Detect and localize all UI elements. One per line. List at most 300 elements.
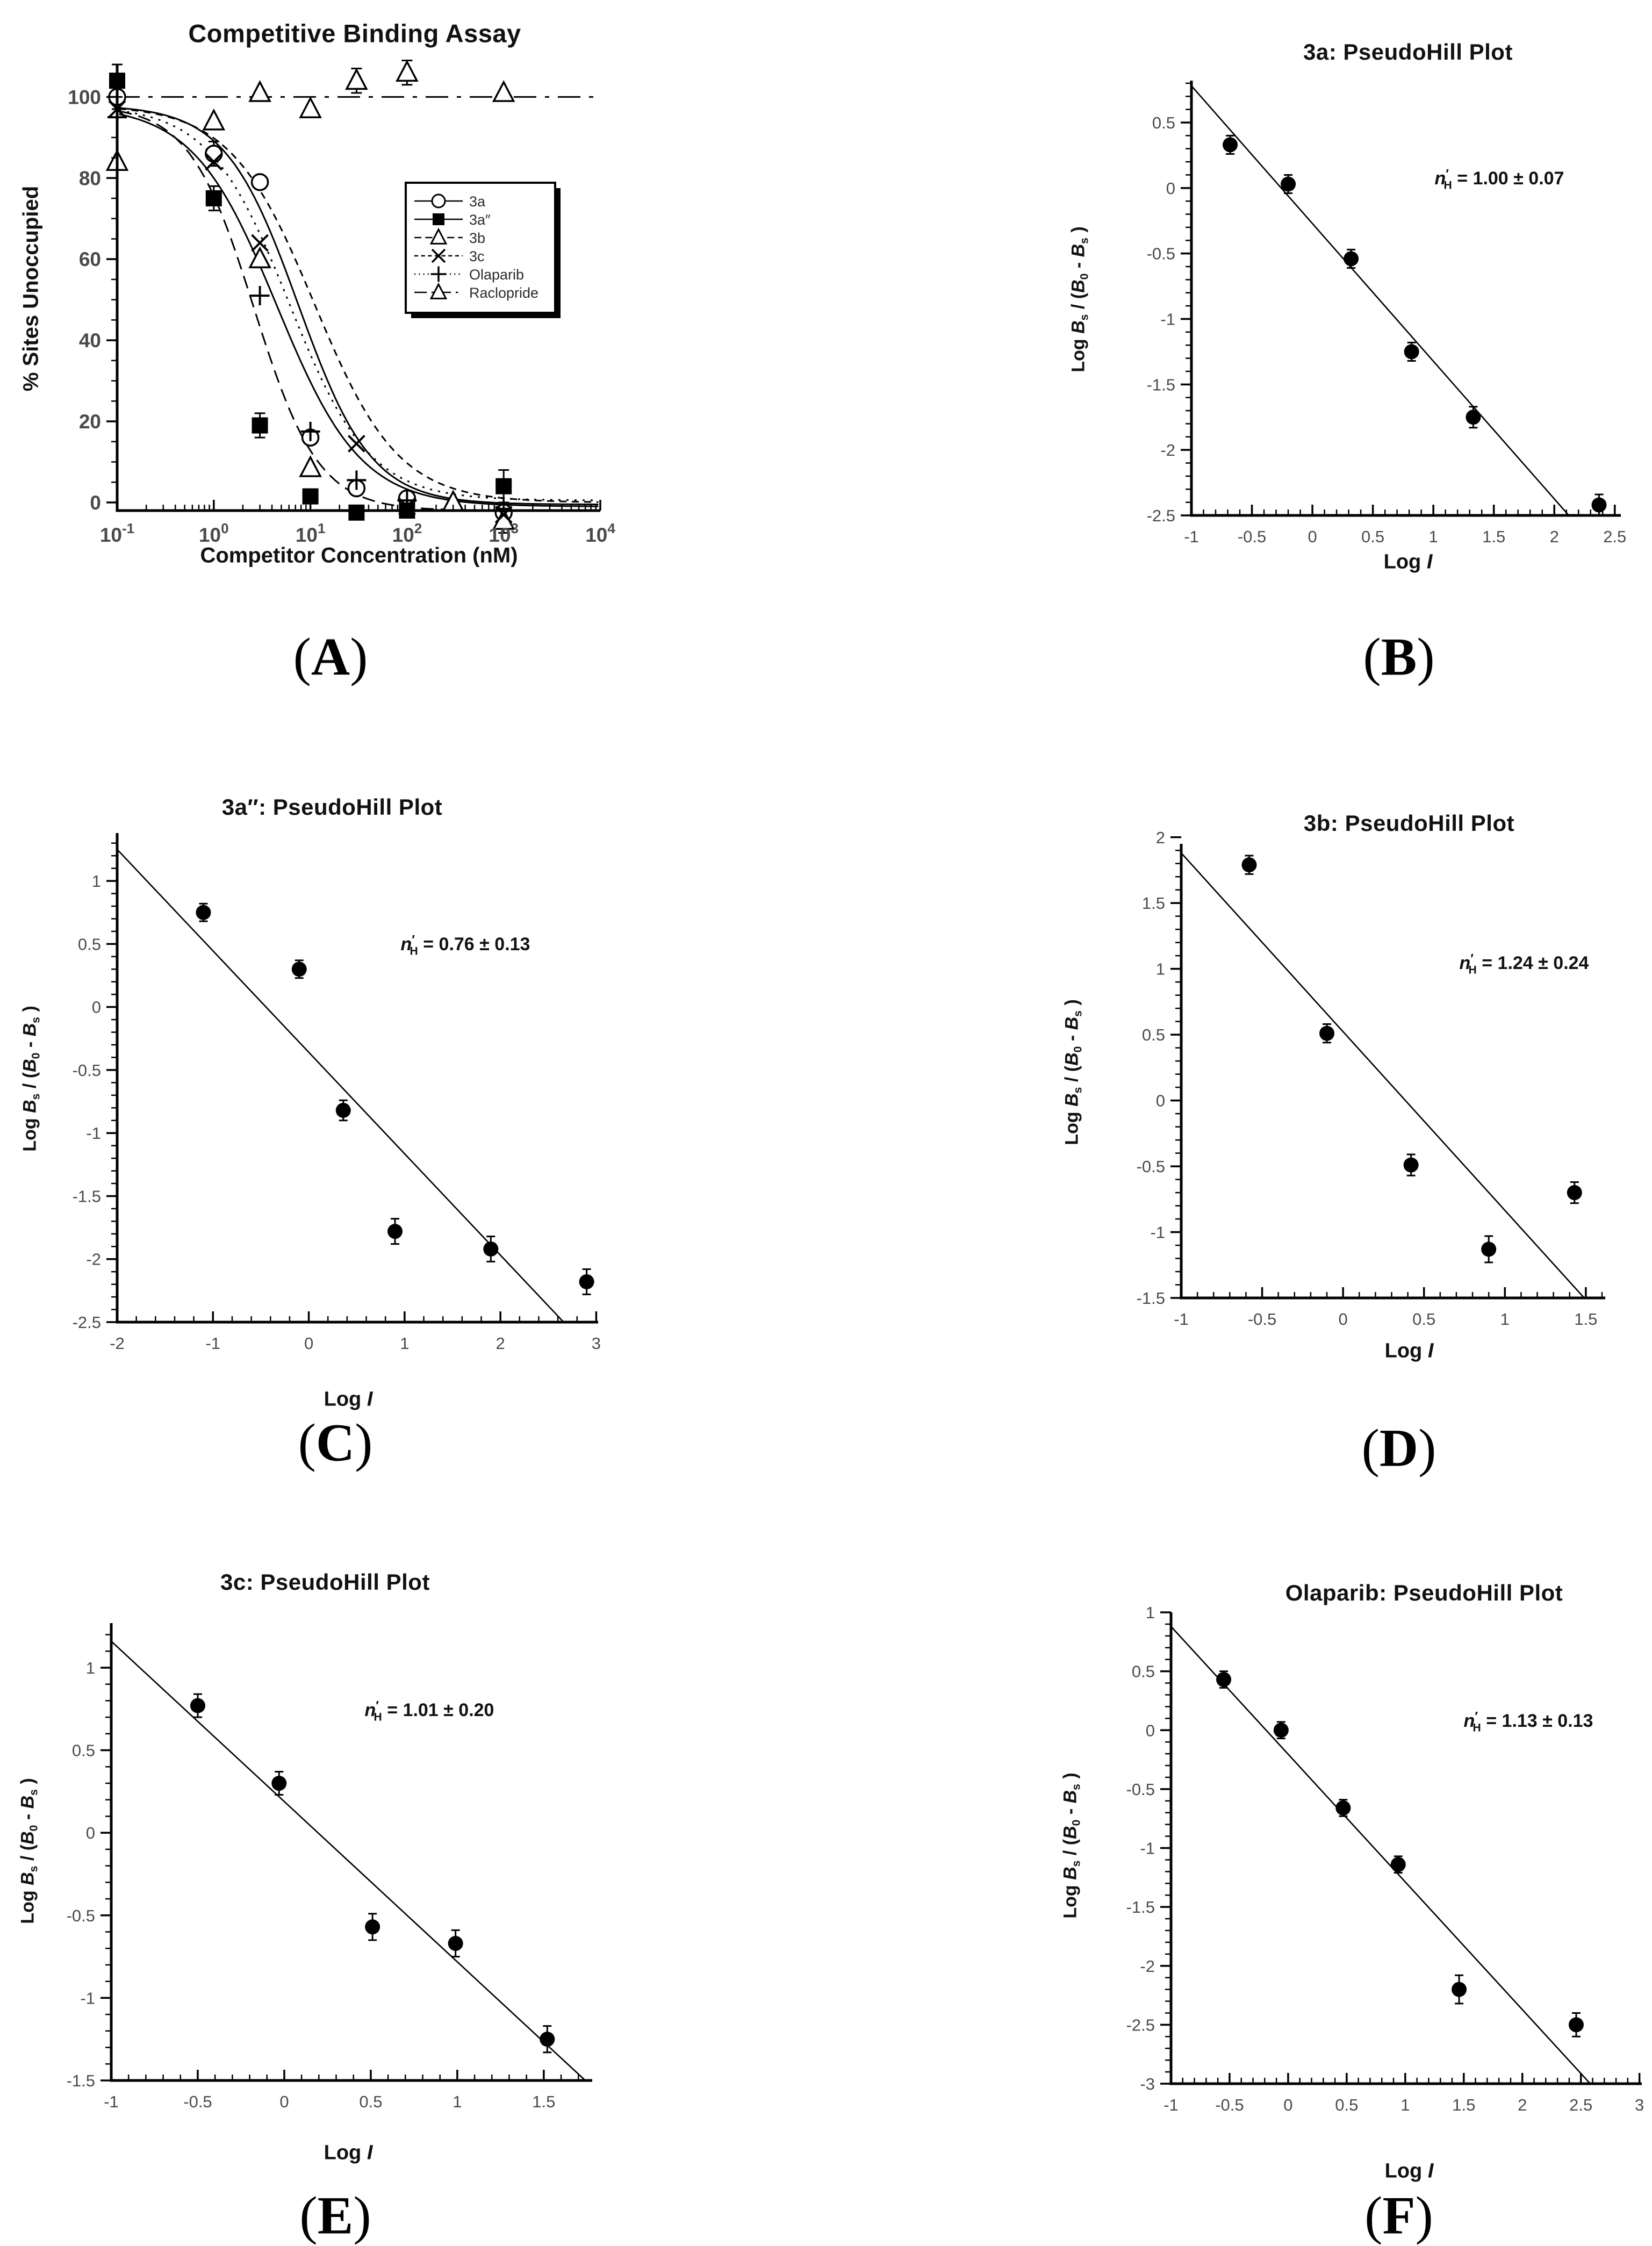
label-fragment: s — [1078, 238, 1091, 244]
x-tick-label: 1.5 — [1574, 1310, 1598, 1329]
x-tick-label: 1 — [1500, 1310, 1510, 1329]
chart-e-svg — [0, 1532, 826, 2246]
hill-var: n — [1434, 168, 1446, 189]
label-fragment: s — [1070, 1860, 1083, 1867]
x-tick-label: 2 — [1549, 527, 1559, 546]
y-tick-label: 80 — [78, 167, 101, 190]
label-fragment: ) — [17, 1778, 38, 1790]
letter-text: C — [315, 1412, 355, 1473]
hill-prime: ′ — [1470, 951, 1474, 966]
hill-pm: ± — [443, 1700, 454, 1721]
panel-b-y-axis-label — [1068, 226, 1091, 372]
series-3b — [107, 111, 514, 533]
y-tick-label: 0.5 — [1131, 1662, 1155, 1681]
y-tick-label: 100 — [68, 86, 101, 109]
panel-f-y-axis-label — [1060, 1773, 1083, 1918]
data-point — [336, 1103, 351, 1118]
label-fragment: 0 — [1070, 1819, 1083, 1826]
x-tick-label: 2.5 — [1569, 2096, 1593, 2114]
hill-eq: = — [1482, 953, 1493, 974]
paren: ( — [1361, 1418, 1380, 1478]
data-point — [1216, 1672, 1231, 1687]
y-tick-label: -2.5 — [1126, 2015, 1155, 2035]
x-tick-label: -1 — [104, 2092, 119, 2111]
panel-b-x-axis-label — [1384, 551, 1433, 574]
y-tick-label: 0 — [1155, 1091, 1165, 1110]
paren: ( — [298, 1412, 316, 1473]
letter-text: E — [317, 2185, 354, 2245]
data-point — [1344, 251, 1359, 266]
chart-b-svg — [826, 0, 1652, 720]
label-fragment: ) — [1061, 999, 1082, 1011]
y-tick-label: 0 — [85, 1824, 95, 1843]
y-tick-label: -2.5 — [72, 1313, 101, 1332]
paren: ) — [1418, 1418, 1436, 1478]
data-point — [1591, 498, 1606, 513]
data-point — [1223, 137, 1238, 152]
x-tick-label: 1 — [452, 2092, 462, 2111]
x-tick-label: 2.5 — [1603, 527, 1627, 546]
curves-layer — [1181, 853, 1584, 1298]
x-tick-label: $10^{-1}$ — [99, 520, 135, 546]
y-tick-label: -1 — [1150, 1223, 1165, 1242]
panel-c-y-axis-label — [19, 1006, 42, 1151]
paren: ( — [293, 627, 311, 687]
paren: ) — [1415, 2185, 1433, 2245]
hill-error: 0.24 — [1553, 953, 1589, 974]
label-fragment: B — [1068, 320, 1089, 334]
hill-var: n — [1463, 1711, 1475, 1732]
letter-text: B — [1381, 627, 1417, 687]
regression-line — [1191, 86, 1569, 515]
panel-e-title: 3c: PseudoHill Plot — [220, 1569, 430, 1595]
hill-error: 0.13 — [494, 934, 530, 955]
paren: ) — [355, 1412, 373, 1473]
panel-f-letter — [1364, 2185, 1433, 2246]
hill-var: n — [400, 934, 412, 955]
x-tick-label: $10^3$ — [489, 520, 519, 546]
x-tick-label: 0.5 — [1412, 1310, 1436, 1329]
hill-value: 1.13 — [1502, 1711, 1538, 1732]
data-point — [579, 1274, 594, 1289]
hill-sub: H — [1473, 1721, 1481, 1734]
x-tick-label: 1 — [1428, 527, 1438, 546]
y-tick-label: 20 — [78, 411, 101, 433]
data-point — [1274, 1723, 1289, 1738]
y-tick-label: -1 — [86, 1124, 101, 1143]
label-fragment: B — [1061, 1052, 1082, 1066]
y-tick-label: -1.5 — [66, 2071, 95, 2090]
label-fragment: 0 — [30, 1052, 42, 1059]
panel-a-competitive-binding — [0, 0, 826, 720]
curves-layer — [1171, 1626, 1590, 2084]
panel-d-pseudohill-3b — [826, 726, 1652, 1494]
legend-label: 3a — [469, 193, 486, 210]
y-tick-label: 60 — [78, 248, 101, 271]
label-fragment: B — [19, 1023, 40, 1037]
x-tick-label: 1.5 — [1452, 2096, 1476, 2114]
label-fragment: 0 — [27, 1825, 40, 1832]
y-tick-label: 1.5 — [1141, 894, 1165, 913]
hill-prime: ′ — [376, 1698, 379, 1713]
points-layer — [1223, 135, 1606, 515]
hill-eq: = — [1486, 1711, 1497, 1732]
label-fragment: / ( — [1060, 1839, 1081, 1861]
hill-value: 1.00 — [1473, 168, 1509, 189]
label-fragment: I — [1426, 550, 1433, 573]
x-tick-label: -0.5 — [1247, 1310, 1277, 1329]
panel-a-title: Competitive Binding Assay — [188, 19, 521, 48]
panel-c-x-axis-label — [324, 1388, 373, 1411]
label-fragment: I — [367, 2141, 373, 2164]
series-points — [196, 903, 594, 1294]
y-tick-label: 0 — [91, 998, 101, 1017]
label-fragment: % Sites Unoccupied — [19, 185, 43, 392]
data-point — [1241, 857, 1256, 872]
panel-f-x-axis-label — [1385, 2160, 1434, 2183]
panel-b-plot-area — [826, 0, 1652, 720]
label-fragment: Log — [324, 2141, 367, 2164]
panel-b-letter — [1363, 626, 1434, 688]
label-fragment: Log — [1060, 1879, 1081, 1919]
y-tick-label: -1 — [80, 1989, 95, 2008]
label-fragment: B — [1060, 1826, 1081, 1839]
x-tick-label: $10^2$ — [392, 520, 422, 546]
hill-sub: H — [410, 945, 418, 958]
hill-value: 0.76 — [439, 934, 475, 955]
hill-prime: ′ — [1475, 1709, 1478, 1724]
data-point — [387, 1224, 403, 1239]
hill-pm: ± — [1513, 168, 1524, 189]
label-fragment: - — [1060, 1803, 1081, 1820]
label-fragment: Log — [19, 1113, 40, 1152]
y-tick-label: -3 — [1140, 2075, 1155, 2093]
hill-pm: ± — [1538, 953, 1548, 974]
letter-text: F — [1382, 2185, 1416, 2245]
data-point — [365, 1919, 380, 1934]
axes-layer — [67, 1623, 592, 2111]
panel-a-letter — [293, 626, 368, 688]
y-tick-label: 1 — [1145, 1603, 1155, 1622]
y-tick-label: -1.5 — [1146, 375, 1175, 394]
paren: ( — [1364, 2185, 1383, 2245]
data-point — [1481, 1242, 1496, 1257]
points-layer — [1241, 856, 1582, 1262]
hill-error: 0.13 — [1557, 1711, 1593, 1732]
y-tick-label: 2 — [1155, 828, 1165, 847]
regression-line — [1171, 1626, 1590, 2084]
hill-eq: = — [1457, 168, 1468, 189]
data-point — [540, 2032, 555, 2047]
y-tick-label: 0 — [1166, 178, 1175, 198]
x-tick-label: 0 — [1338, 1310, 1348, 1329]
label-fragment: - — [17, 1809, 38, 1825]
panel-d-title: 3b: PseudoHill Plot — [1303, 810, 1515, 836]
panel-f-pseudohill-olaparib — [826, 1532, 1652, 2246]
panel-c-plot-area — [0, 726, 826, 1494]
label-fragment: / ( — [17, 1844, 38, 1866]
label-fragment: 0 — [1078, 273, 1091, 280]
x-tick-label: 0 — [1308, 527, 1317, 546]
x-tick-label: -0.5 — [1215, 2096, 1244, 2114]
data-point — [1569, 2017, 1584, 2032]
label-fragment: I — [367, 1388, 373, 1411]
y-tick-label: -2 — [1140, 1956, 1155, 1976]
hill-eq: = — [423, 934, 434, 955]
label-fragment: B — [1060, 1867, 1081, 1880]
y-tick-label: 1 — [1155, 959, 1165, 979]
y-tick-label: -1 — [1160, 310, 1175, 329]
label-fragment: / ( — [1068, 292, 1089, 314]
letter-text: A — [311, 627, 350, 687]
chart-d-svg — [826, 726, 1652, 1494]
label-fragment: Log — [1384, 2159, 1428, 2183]
label-fragment: Log — [1383, 550, 1427, 573]
label-fragment: B — [17, 1795, 38, 1809]
x-tick-label: -1 — [1163, 2096, 1179, 2114]
legend-label: 3a″ — [469, 212, 491, 228]
points-layer — [196, 903, 594, 1294]
panel-a-plot-area — [0, 0, 826, 720]
label-fragment: - — [1068, 257, 1089, 274]
x-tick-label: 0 — [279, 2092, 289, 2111]
hill-eq: = — [387, 1700, 398, 1721]
x-tick-label: -0.5 — [183, 2092, 212, 2111]
panel-f-hill-coefficient — [1464, 1709, 1593, 1734]
panel-d-plot-area — [826, 726, 1652, 1494]
panel-e-pseudohill-3c — [0, 1532, 826, 2246]
paren: ) — [353, 2185, 371, 2245]
x-tick-label: 2 — [1518, 2096, 1527, 2114]
y-tick-label: 0.5 — [77, 935, 101, 954]
x-tick-label: -1 — [1184, 527, 1199, 546]
label-fragment: I — [1427, 1339, 1434, 1362]
y-tick-label: -2 — [86, 1250, 101, 1269]
panel-a-y-axis-label — [19, 186, 44, 391]
panel-b-pseudohill-3a — [826, 0, 1652, 720]
panel-e-hill-coefficient — [365, 1698, 494, 1724]
panel-d-letter — [1362, 1417, 1436, 1479]
axes-layer — [1126, 1603, 1644, 2114]
x-tick-label: 0 — [1283, 2096, 1293, 2114]
y-tick-label: -0.5 — [72, 1060, 101, 1080]
points-layer — [190, 1694, 555, 2053]
data-point — [292, 961, 307, 977]
panel-e-plot-area — [0, 1532, 826, 2246]
label-fragment: s — [27, 1789, 40, 1796]
label-fragment: s — [30, 1093, 42, 1100]
panel-e-x-axis-label — [324, 2142, 373, 2165]
x-tick-label: 1.5 — [532, 2092, 556, 2111]
curves-layer — [111, 1641, 585, 2080]
paren: ) — [350, 627, 368, 687]
label-fragment: B — [1060, 1790, 1081, 1804]
x-tick-label: 3 — [591, 1334, 601, 1353]
letter-text: D — [1379, 1418, 1419, 1478]
label-fragment: s — [30, 1017, 42, 1023]
axes-layer — [1137, 828, 1605, 1329]
label-fragment: 0 — [1072, 1046, 1084, 1053]
data-point — [1466, 410, 1481, 425]
label-fragment: B — [1061, 1093, 1082, 1107]
curves-layer — [1191, 86, 1569, 515]
legend-label: Raclopride — [469, 285, 539, 301]
y-tick-label: -1.5 — [72, 1187, 101, 1206]
x-tick-label: $10^4$ — [585, 520, 615, 546]
y-tick-label: 40 — [78, 329, 101, 352]
y-tick-label: 0.5 — [1152, 113, 1175, 132]
legend-label: 3b — [469, 230, 486, 246]
y-tick-label: -2 — [1160, 441, 1175, 460]
hill-var: n — [364, 1700, 376, 1721]
x-tick-label: -1 — [1174, 1310, 1189, 1329]
panel-c-letter — [298, 1412, 373, 1474]
x-tick-label: -2 — [110, 1334, 125, 1353]
y-tick-label: -0.5 — [1126, 1779, 1155, 1799]
data-point — [190, 1698, 205, 1713]
label-fragment: B — [17, 1872, 38, 1885]
label-fragment: - — [19, 1036, 40, 1053]
y-tick-label: -1.5 — [1126, 1898, 1155, 1917]
x-tick-label: $10^0$ — [198, 520, 229, 546]
series-Olaparib — [107, 107, 416, 510]
y-tick-label: -2.5 — [1146, 506, 1175, 525]
paren: ) — [1417, 627, 1435, 687]
data-point — [448, 1936, 463, 1951]
label-fragment: Competitor Concentration (nM) — [200, 543, 518, 568]
x-tick-label: 1 — [400, 1334, 410, 1353]
series-Raclopride — [250, 60, 513, 117]
x-tick-label: $10^1$ — [295, 520, 326, 546]
chart-c-svg — [0, 726, 826, 1494]
label-fragment: s — [1072, 1087, 1084, 1094]
hill-error: 0.20 — [458, 1700, 494, 1721]
hill-sub: H — [1443, 179, 1452, 192]
panel-c-pseudohill-3a-doubleprime — [0, 726, 826, 1494]
x-tick-label: 2 — [495, 1334, 505, 1353]
x-tick-label: 0.5 — [359, 2092, 383, 2111]
hill-pm: ± — [1542, 1711, 1553, 1732]
legend-label: Olaparib — [469, 267, 525, 283]
hill-value: 1.01 — [403, 1700, 439, 1721]
axes-layer — [73, 833, 601, 1353]
y-tick-label: 1 — [91, 872, 101, 891]
panel-c-title: 3a″: PseudoHill Plot — [221, 794, 443, 820]
panel-d-hill-coefficient — [1460, 951, 1589, 977]
panel-d-x-axis-label — [1385, 1340, 1434, 1363]
label-fragment: B — [17, 1831, 38, 1845]
label-fragment: - — [1061, 1030, 1082, 1046]
x-tick-label: -0.5 — [1237, 527, 1267, 546]
panel-e-y-axis-label — [17, 1778, 40, 1924]
series-points — [1241, 856, 1582, 1262]
label-fragment: Log — [1384, 1339, 1428, 1362]
y-tick-label: -0.5 — [1146, 244, 1175, 263]
x-tick-label: 0 — [304, 1334, 314, 1353]
label-fragment: ) — [1068, 226, 1089, 238]
label-fragment: / ( — [1061, 1065, 1082, 1087]
y-tick-label: 0 — [90, 491, 101, 514]
panel-d-y-axis-label — [1061, 999, 1084, 1145]
data-point — [483, 1242, 498, 1257]
label-fragment: s — [1072, 1010, 1084, 1017]
y-tick-label: 1 — [85, 1658, 95, 1677]
legend — [406, 183, 561, 318]
hill-sub: H — [1468, 964, 1477, 977]
data-point — [1319, 1026, 1334, 1041]
data-point — [271, 1776, 286, 1791]
label-fragment: I — [1427, 2159, 1434, 2183]
y-tick-label: -1.5 — [1136, 1289, 1165, 1308]
y-tick-label: 0 — [1145, 1721, 1155, 1740]
panel-a-x-axis-label — [200, 544, 518, 568]
label-fragment: Log — [1068, 333, 1089, 372]
label-fragment: B — [1061, 1016, 1082, 1030]
regression-line — [1181, 853, 1584, 1298]
axes-layer — [1147, 81, 1627, 546]
x-tick-label: 0.5 — [1361, 527, 1385, 546]
panel-e-letter — [299, 2185, 371, 2246]
data-point — [1281, 177, 1296, 192]
label-fragment: B — [1068, 279, 1089, 293]
x-tick-label: 3 — [1635, 2096, 1644, 2114]
label-fragment: Log — [324, 1388, 367, 1411]
y-tick-label: -0.5 — [66, 1906, 95, 1925]
label-fragment: s — [1070, 1784, 1083, 1790]
data-point — [1391, 1857, 1406, 1872]
label-fragment: B — [19, 1100, 40, 1113]
label-fragment: / ( — [19, 1072, 40, 1094]
x-tick-label: 1 — [1400, 2096, 1410, 2114]
label-fragment: ) — [19, 1006, 40, 1017]
y-tick-label: -1 — [1140, 1839, 1155, 1858]
label-fragment: s — [27, 1865, 40, 1872]
legend-label: 3c — [469, 248, 485, 264]
hill-var: n — [1459, 953, 1471, 974]
data-point — [1567, 1185, 1582, 1200]
hill-sub: H — [374, 1711, 382, 1724]
data-point — [196, 905, 211, 920]
x-tick-label: 0.5 — [1335, 2096, 1359, 2114]
label-fragment: Log — [1061, 1106, 1082, 1145]
panel-f-plot-area — [826, 1532, 1652, 2246]
data-point — [1452, 1982, 1467, 1997]
regression-line — [111, 1641, 585, 2080]
chart-f-svg — [826, 1532, 1652, 2246]
y-tick-label: 0.5 — [1141, 1025, 1165, 1045]
paren: ( — [299, 2185, 318, 2245]
x-tick-label: 1.5 — [1482, 527, 1506, 546]
hill-pm: ± — [479, 934, 490, 955]
chart-a-svg — [0, 0, 826, 720]
y-tick-label: -0.5 — [1136, 1157, 1165, 1176]
data-point — [1404, 344, 1419, 359]
data-point — [1335, 1800, 1351, 1816]
panel-b-hill-coefficient — [1435, 167, 1564, 192]
data-point — [1404, 1158, 1419, 1173]
hill-value: 1.24 — [1497, 953, 1533, 974]
panel-c-hill-coefficient — [401, 932, 530, 958]
label-fragment: s — [1078, 314, 1091, 321]
series-points — [190, 1694, 555, 2053]
label-fragment: Log — [17, 1885, 38, 1924]
hill-prime: ′ — [1446, 167, 1449, 182]
series-points — [1223, 135, 1606, 515]
label-fragment: B — [1068, 243, 1089, 257]
label-fragment: B — [19, 1059, 40, 1072]
x-tick-label: -1 — [205, 1334, 221, 1353]
panel-f-title: Olaparib: PseudoHill Plot — [1285, 1580, 1563, 1605]
